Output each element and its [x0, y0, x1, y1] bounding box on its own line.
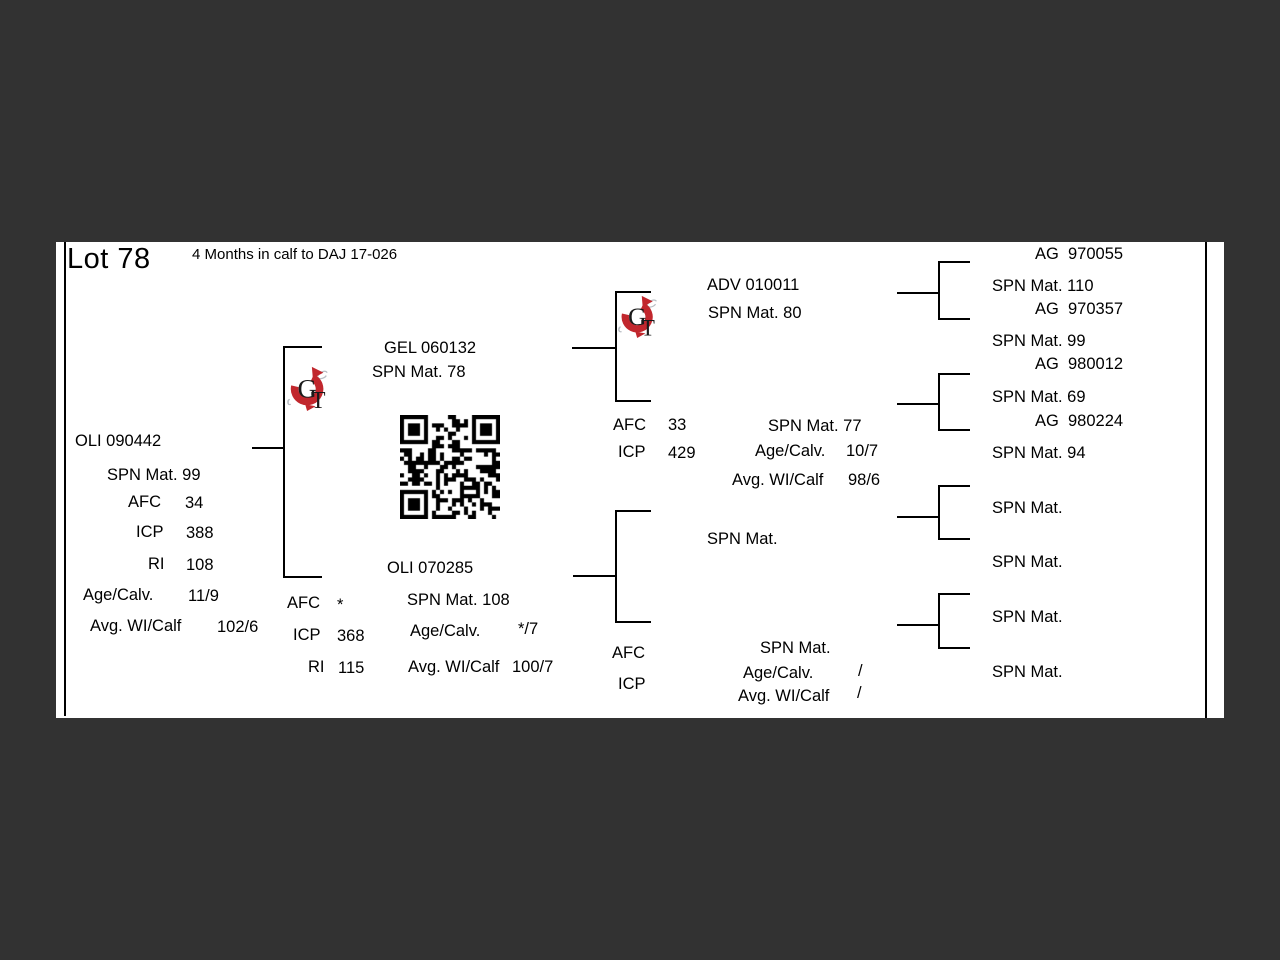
gen4-name: AG 980012	[1035, 355, 1124, 373]
right-page-rule	[1205, 242, 1207, 718]
stat-label: ICP	[136, 523, 164, 541]
stat-label: Age/Calv.	[410, 622, 481, 640]
pedigree-line	[615, 291, 651, 293]
stat-label: AFC	[612, 644, 645, 662]
gen4-stat: SPN Mat. 69	[992, 388, 1086, 406]
stat-label: ICP	[618, 675, 646, 693]
gen4-stat: SPN Mat.	[992, 663, 1063, 681]
stat-value: 10/7	[846, 442, 879, 460]
pedigree-line	[938, 373, 970, 375]
subject-spn: SPN Mat. 99	[107, 466, 201, 484]
gen4-stat: SPN Mat.	[992, 553, 1063, 571]
pedigree-line	[938, 485, 970, 487]
svg-text:G: G	[628, 302, 647, 332]
header-note: 4 Months in calf to DAJ 17-026	[192, 246, 398, 263]
gen4-name: AG 970055	[1035, 245, 1124, 263]
sire-spn: SPN Mat. 78	[372, 363, 466, 381]
gen4-name: AG 980224	[1035, 412, 1124, 430]
pedigree-line	[938, 485, 940, 539]
gen4-stat: SPN Mat.	[992, 608, 1063, 626]
pedigree-line	[897, 403, 938, 405]
stat-value: 11/9	[188, 587, 219, 605]
stat-value: 108	[186, 556, 214, 574]
stat-label: Age/Calv.	[743, 664, 814, 682]
svg-text:G: G	[297, 373, 317, 404]
stat-value: /	[857, 684, 862, 702]
stat-value: 102/6	[217, 618, 259, 636]
gen4-stat: SPN Mat. 94	[992, 444, 1086, 462]
stat-label: RI	[308, 658, 325, 676]
pedigree-line	[897, 624, 938, 626]
pedigree-line	[938, 647, 970, 649]
gen4-name: AG 970357	[1035, 300, 1124, 318]
gt-logo-icon	[286, 364, 332, 412]
stat-value: *	[337, 596, 344, 614]
stat-label: AFC	[613, 416, 646, 434]
pedigree-line	[615, 621, 651, 623]
stat-label: ICP	[293, 626, 321, 644]
lot-title: Lot 78	[67, 243, 151, 275]
pedigree-line	[897, 516, 938, 518]
stat-label: RI	[148, 555, 165, 573]
pedigree-line	[938, 261, 940, 319]
pedigree-line	[938, 318, 970, 320]
stat-value: 33	[668, 416, 687, 434]
stat-value: */7	[518, 620, 539, 638]
pedigree-line	[573, 575, 615, 577]
qr-code	[400, 415, 500, 519]
stat-label: Age/Calv.	[755, 442, 826, 460]
catalog-page	[56, 242, 1224, 718]
subject-name: OLI 090442	[75, 432, 162, 450]
stat-value: 98/6	[848, 471, 881, 489]
dam-dam-spn: SPN Mat.	[760, 639, 831, 657]
dam-sire-spn: SPN Mat.	[707, 530, 778, 548]
gt-logo-icon	[616, 294, 662, 338]
pedigree-line	[897, 292, 938, 294]
svg-text:T: T	[640, 315, 655, 338]
pedigree-line	[938, 593, 940, 648]
pedigree-line	[938, 538, 970, 540]
stat-label: AFC	[287, 594, 320, 612]
stat-value: 100/7	[512, 658, 554, 676]
pedigree-line	[938, 261, 970, 263]
sire-sire-name: ADV 010011	[707, 276, 800, 294]
stat-label: Avg. WI/Calf	[732, 471, 824, 489]
pedigree-line	[283, 346, 322, 348]
stat-value: 34	[185, 494, 204, 512]
dam-name: OLI 070285	[387, 559, 474, 577]
stat-label: AFC	[128, 493, 161, 511]
gen4-stat: SPN Mat. 110	[992, 277, 1094, 295]
pedigree-line	[615, 510, 651, 512]
pedigree-line	[252, 447, 283, 449]
stat-value: 368	[337, 627, 365, 645]
gen4-stat: SPN Mat. 99	[992, 332, 1086, 350]
left-page-rule	[64, 242, 66, 716]
svg-text:T: T	[310, 388, 326, 412]
pedigree-line	[615, 510, 617, 622]
stat-label: Avg. WI/Calf	[738, 687, 830, 705]
stat-label: Avg. WI/Calf	[90, 617, 182, 635]
pedigree-line	[283, 346, 285, 578]
sire-name: GEL 060132	[384, 339, 477, 357]
pedigree-line	[572, 347, 615, 349]
stat-label: Avg. WI/Calf	[408, 658, 500, 676]
stat-label: Age/Calv.	[83, 586, 154, 604]
gen4-stat: SPN Mat.	[992, 499, 1063, 517]
stat-value: 115	[338, 659, 365, 677]
pedigree-line	[938, 373, 940, 430]
dam-spn: SPN Mat. 108	[407, 591, 510, 609]
stat-value: 388	[186, 524, 214, 542]
stat-value: 429	[668, 444, 696, 462]
sire-dam-spn: SPN Mat. 77	[768, 417, 862, 435]
stat-value: /	[858, 662, 863, 680]
pedigree-line	[615, 400, 651, 402]
pedigree-line	[938, 593, 970, 595]
stat-label: ICP	[618, 443, 646, 461]
pedigree-line	[938, 429, 970, 431]
pedigree-line	[283, 576, 322, 578]
sire-sire-spn: SPN Mat. 80	[708, 304, 802, 322]
